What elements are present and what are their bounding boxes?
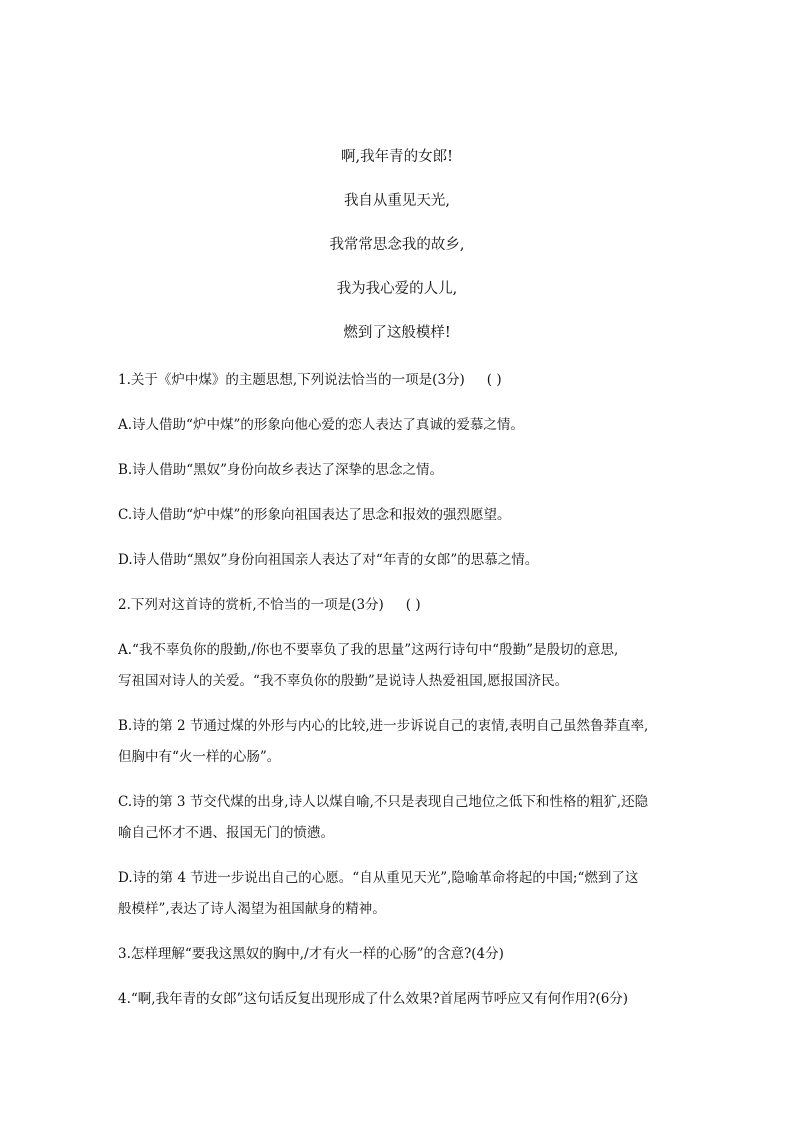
- option-text: 写祖国对诗人的关爱。“我不辜负你的殷勤”是说诗人热爱祖国,愿报国济民。: [118, 673, 569, 689]
- question-text: 2.下列对这首诗的赏析,不恰当的一项是(3分): [118, 597, 384, 613]
- question-text: 4.“啊,我年青的女郎”这句话反复出现形成了什么效果?首尾两节呼应又有何作用?(6分): [118, 991, 629, 1007]
- option-text: 般模样”,表达了诗人渴望为祖国献身的精神。: [118, 901, 386, 917]
- question-4-stem: [118, 989, 678, 1009]
- question-1-option-b: [118, 460, 678, 480]
- poem-line: 啊,我年青的女郎!: [341, 149, 453, 165]
- option-text: C.诗人借助“炉中煤”的形象向祖国表达了思念和报效的强烈愿望。: [118, 507, 511, 523]
- answer-blank: ( ): [405, 597, 421, 613]
- question-text: 1.关于《炉中煤》的主题思想,下列说法恰当的一项是(3分): [118, 372, 465, 388]
- option-text: A.“我不辜负你的殷勤,/你也不要辜负了我的思量”这两行诗句中“殷勤”是殷切的意思,: [118, 642, 619, 658]
- option-text: D.诗的第 4 节进一步说出自己的心愿。“自从重见天光”,隐喻革命将起的中国;“燃到了这: [118, 870, 639, 886]
- question-2-option-c: [118, 792, 678, 843]
- option-text: 喻自己怀才不遇、报国无门的愤懑。: [118, 825, 334, 841]
- option-text: B.诗的第 2 节通过煤的外形与内心的比较,进一步诉说自己的衷情,表明自己虽然鲁莽直率,: [118, 718, 649, 734]
- poem-excerpt: [0, 147, 794, 367]
- question-1-option-d: [118, 550, 678, 570]
- option-text: 但胸中有“火一样的心肠”。: [118, 749, 281, 765]
- poem-line: 我自从重见天光,: [343, 193, 451, 209]
- question-1-option-c: [118, 505, 678, 525]
- option-text: C.诗的第 3 节交代煤的出身,诗人以煤自喻,不只是表现自己地位之低下和性格的粗犷,还隐: [118, 794, 649, 810]
- poem-line: 我常常思念我的故乡,: [329, 237, 465, 253]
- poem-line: 燃到了这般模样!: [343, 325, 451, 341]
- question-2-stem: [118, 595, 678, 615]
- question-3-stem: [118, 944, 678, 964]
- option-text: D.诗人借助“黑奴”身份向祖国亲人表达了对“年青的女郎”的思慕之情。: [118, 552, 539, 568]
- question-list: [118, 370, 678, 1034]
- option-text: B.诗人借助“黑奴”身份向故乡表达了深挚的思念之情。: [118, 462, 444, 478]
- question-1-option-a: [118, 415, 678, 435]
- answer-blank: ( ): [486, 372, 502, 388]
- poem-line: 我为我心爱的人儿,: [336, 281, 458, 297]
- option-text: A.诗人借助“炉中煤”的形象向他心爱的恋人表达了真诚的爱慕之情。: [118, 417, 524, 433]
- question-2-option-d: [118, 868, 678, 919]
- question-2-option-b: [118, 716, 678, 767]
- question-1-stem: [118, 370, 678, 390]
- question-text: 3.怎样理解“要我这黑奴的胸中,/才有火一样的心肠”的含意?(4分): [118, 946, 504, 962]
- question-2-option-a: [118, 640, 678, 691]
